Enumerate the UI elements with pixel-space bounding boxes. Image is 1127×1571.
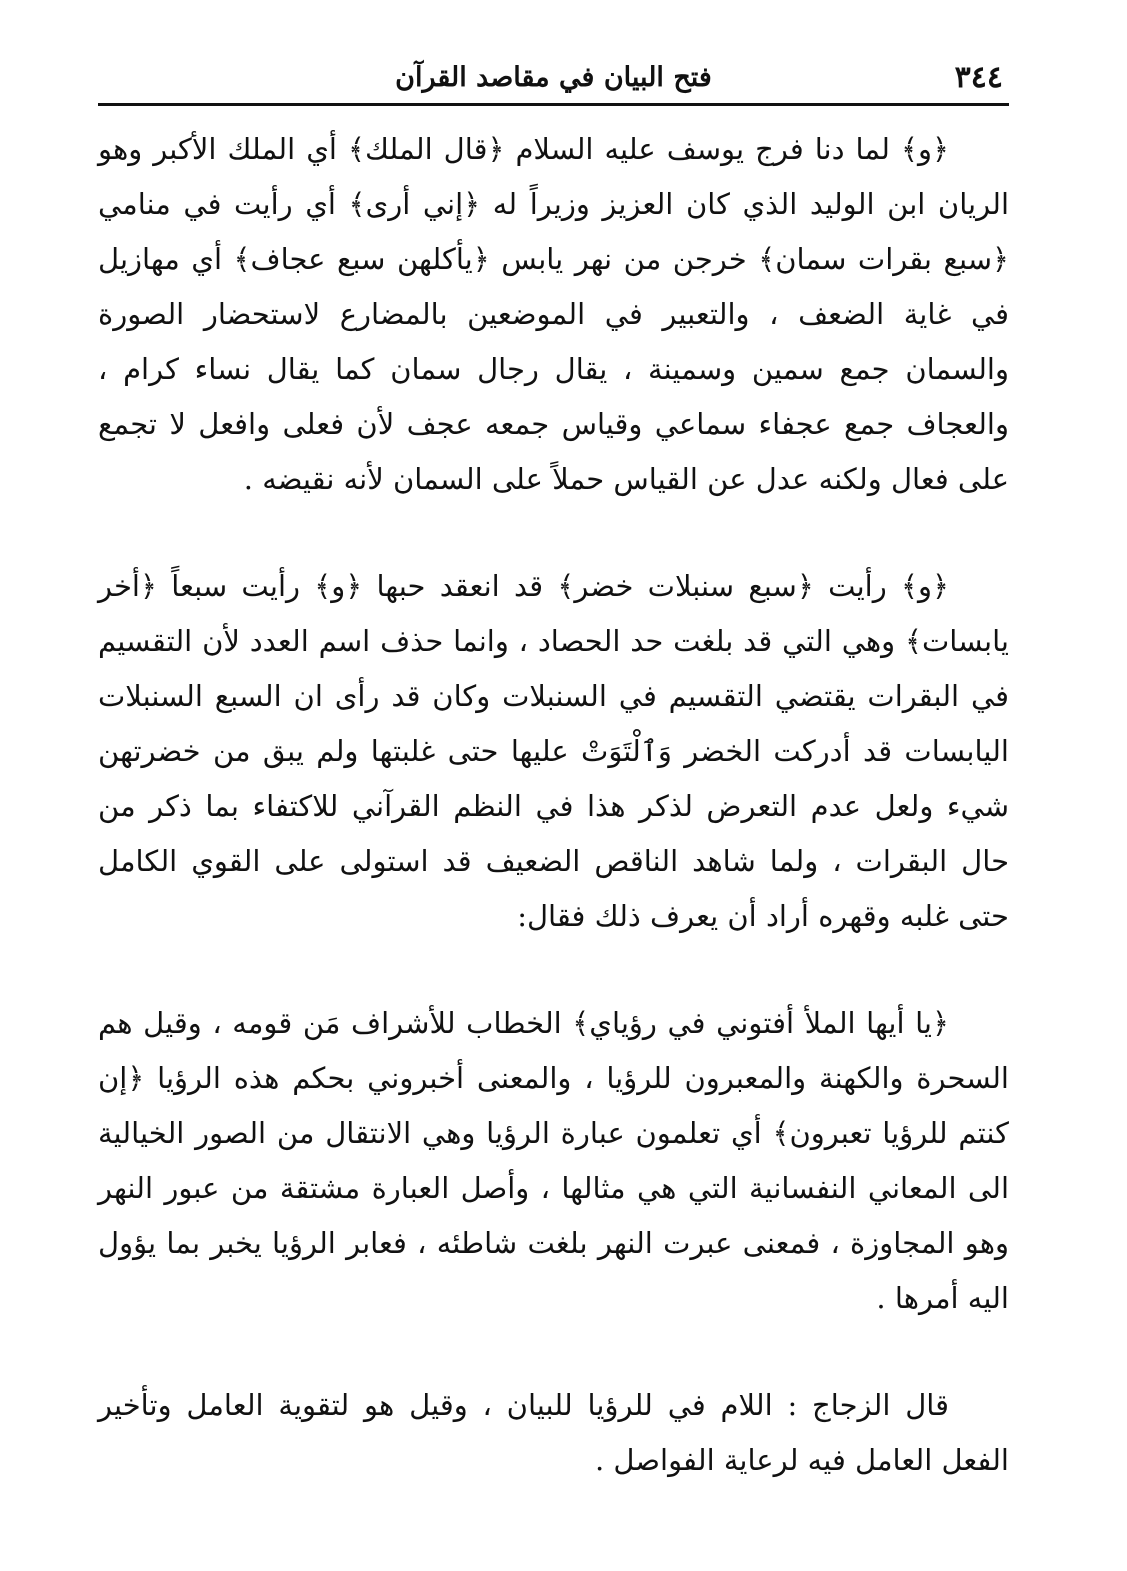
page-body	[98, 122, 1009, 1488]
paragraph-2: ﴿و﴾ رأيت ﴿سبع سنبلات خضر﴾ قد انعقد حبها ﴿و﴾ رأيت سبعاً ﴿أخر يابسات﴾ وهي التي قد بلغت حد الحصاد ، وانما حذف اسم العدد لأن التقسيم في البقرات يقتضي التقسيم في السنبلات وكان قد رأى ان السبع السنبلات اليابسات قد أدركت الخضر وَٱلْتَوَتْ عليها حتى غلبتها ولم يبق من خضرتهن شيء ولعل عدم التعرض لذكر هذا في النظم القرآني للاكتفاء بما ذكر من حال البقرات ، ولما شاهد الناقص الضعيف قد استولى على القوي الكامل حتى غلبه وقهره أراد أن يعرف ذلك فقال:	[98, 569, 1009, 933]
paragraph-4: قال الزجاج : اللام في للرؤيا للبيان ، وقيل هو لتقوية العامل وتأخير الفعل العامل فيه لرعاية الفواصل .	[98, 1388, 1009, 1477]
page-header	[98, 54, 1009, 104]
running-title: فتح البيان في مقاصد القرآن	[395, 62, 712, 93]
paragraph-1: ﴿و﴾ لما دنا فرج يوسف عليه السلام ﴿قال الملك﴾ أي الملك الأكبر وهو الريان ابن الوليد الذي كان العزيز وزيراً له ﴿إني أرى﴾ أي رأيت في منامي ﴿سبع بقرات سمان﴾ خرجن من نهر يابس ﴿يأكلهن سبع عجاف﴾ أي مهازيل في غاية الضعف ، والتعبير في الموضعين بالمضارع لاستحضار الصورة والسمان جمع سمين وسمينة ، يقال رجال سمان كما يقال نساء كرام ، والعجاف جمع عجفاء سماعي وقياس جمعه عجف لأن فعلى وافعل لا تجمع على فعال ولكنه عدل عن القياس حملاً على السمان لأنه نقيضه .	[98, 132, 1009, 496]
page-number: ٣٤٤	[954, 60, 1003, 95]
header-divider	[98, 103, 1009, 106]
paragraph-3: ﴿يا أيها الملأ أفتوني في رؤياي﴾ الخطاب للأشراف مَن قومه ، وقيل هم السحرة والكهنة والمعبرون للرؤيا ، والمعنى أخبروني بحكم هذه الرؤيا ﴿إن كنتم للرؤيا تعبرون﴾ أي تعلمون عبارة الرؤيا وهي الانتقال من الصور الخيالية الى المعاني النفسانية التي هي مثالها ، وأصل العبارة مشتقة من عبور النهر وهو المجاوزة ، فمعنى عبرت النهر بلغت شاطئه ، فعابر الرؤيا يخبر بما يؤول اليه أمرها .	[98, 1006, 1009, 1315]
